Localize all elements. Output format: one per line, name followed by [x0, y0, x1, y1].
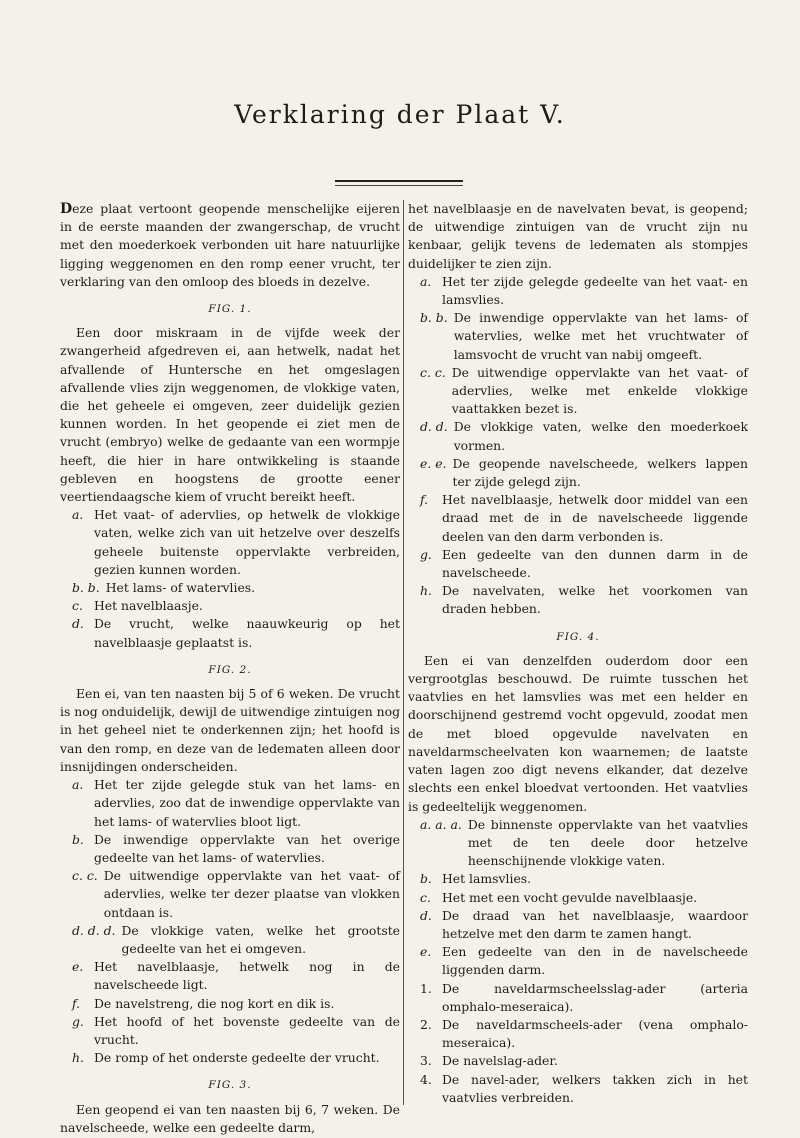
item-text: De binnenste oppervlakte van het vaatvlies met de ten deele door hetzelve heenschijnende vlokkige vaten.: [467, 816, 748, 869]
item-label: h.: [72, 1050, 84, 1066]
fig3-paragraph: Een geopend ei van ten naasten bij 6, 7 weken. De navelscheede, welke een gedeelte darm,: [60, 1101, 400, 1135]
right-column: [408, 200, 748, 1107]
item-label: f.: [420, 492, 429, 508]
item-label: 2.: [420, 1016, 432, 1032]
list-item: [408, 870, 748, 888]
list-item: [408, 491, 748, 546]
list-item: [60, 831, 400, 867]
item-text: Het met een vocht gevulde navelblaasje.: [442, 889, 698, 905]
item-text: Het navelblaasje.: [94, 598, 203, 614]
intro-text: eze plaat vertoont geopende menschelijke eijeren in de eerste maanden der zwangerschap, de vrucht met den moederkoek verbonden uit hare natuurlijke ligging weggenomen en den romp eener vrucht, ter verklaring van den omloop des bloeds in dezelve.: [60, 201, 400, 289]
list-item: [408, 455, 748, 491]
list-item: [408, 816, 748, 871]
continued-paragraph: het navelblaasje en de navelvaten bevat, is geopend; de uitwendige zintuigen van de vrucht zijn nu kenbaar, gelijk tevens de ledematen als stompjes duidelijker te zien zijn.: [408, 201, 748, 271]
list-item: [60, 579, 400, 597]
list-item: [408, 980, 748, 1016]
item-label: e.: [72, 959, 84, 975]
item-label: e.: [420, 944, 432, 960]
item-text: De romp of het onderste gedeelte der vrucht.: [94, 1050, 380, 1066]
item-label: c. c.: [72, 868, 98, 884]
list-item: [60, 615, 400, 651]
item-text: Het ter zijde gelegde gedeelte van het vaat- en lamsvlies.: [442, 273, 748, 308]
list-item: [408, 943, 748, 979]
fig4-heading: FIG. 4.: [556, 630, 600, 643]
item-text: Een gedeelte van den dunnen darm in de navelscheede.: [442, 546, 748, 581]
item-label: a. a. a.: [420, 816, 462, 832]
list-item: [60, 922, 400, 958]
item-label: g.: [420, 546, 432, 562]
fig4-item-list: [408, 816, 748, 1107]
item-text: Het ter zijde gelegde stuk van het lams- en adervlies, zoo dat de inwendige oppervlakte van het lams- of watervlies bloot ligt.: [94, 777, 400, 829]
list-item: [60, 506, 400, 579]
list-item: [408, 889, 748, 907]
item-text: De naveldarmscheelsslag-ader (arteria omphalo-meseraica).: [442, 980, 748, 1014]
fig1-paragraph: Een door miskraam in de vijfde week der zwangerheid afgedreven ei, aan hetwelk, nadat het afvallende of Huntersche en het omgeslagen afvallende vlies zijn weggenomen, de vlokkige vaten, die het geheele ei omgeven, zeer duidelijk gezien kunnen worden. In het geopende ei ziet men de vrucht (embryo) welke de gedaante van een wormpje heeft, die hier in hare ontwikkeling is staande gebleven en hoogstens de grootte eener veertiendaagsche kiem of vrucht bereikt heeft.: [60, 325, 400, 505]
item-label: b. b.: [72, 580, 100, 596]
intro-paragraph: [60, 200, 400, 291]
item-text: Het navelblaasje, hetwelk nog in de navelscheede ligt.: [94, 959, 400, 993]
item-label: c.: [72, 598, 83, 614]
fig4-paragraph: Een ei van denzelfden ouderdom door een vergrootglas beschouwd. De ruimte tusschen het vaatvlies en het lamsvlies was met een helder en doorschijnend gestremd vocht opgevuld, zoodat men de met bloed opgevulde navelvaten en naveldarmscheelvaten kon waarnemen; de laatste vaten lagen zoo digt nevens elkander, dat dezelve slechts een enkel bloedvat vertoonden. Het vaatvlies is gedeeltelijk weggenomen.: [408, 652, 748, 814]
item-text: Het hoofd of het bovenste gedeelte van de vrucht.: [94, 1013, 400, 1047]
list-item: [60, 1013, 400, 1049]
item-label: g.: [72, 1013, 84, 1029]
item-text: De uitwendige oppervlakte van het vaat- of adervlies, welke ter dezer plaatse van vlokken ontdaan is.: [103, 868, 400, 920]
fig2-heading: FIG. 2.: [208, 663, 252, 676]
left-column: [60, 200, 400, 1137]
item-text: De inwendige oppervlakte van het lams- of watervlies, welke met het vruchtwater of lamsvocht de vrucht van nabij omgeeft.: [453, 310, 748, 362]
item-label: a.: [72, 507, 84, 523]
item-label: b.: [420, 871, 432, 887]
item-text: De vlokkige vaten, welke het grootste gedeelte van het ei omgeven.: [121, 922, 400, 956]
list-item: [60, 597, 400, 615]
item-text: De naveldarmscheels-ader (vena omphalo-meseraica).: [442, 1016, 748, 1051]
item-label: d. d.: [420, 419, 448, 435]
item-text: De navel-ader, welkers takken zich in het vaatvlies verbreiden.: [442, 1071, 748, 1105]
list-item: [60, 776, 400, 831]
item-label: d.: [72, 616, 84, 632]
title-rule: [335, 180, 463, 186]
item-label: 1.: [420, 980, 432, 996]
column-divider: [403, 200, 404, 1105]
item-text: Het lamsvlies.: [442, 871, 532, 887]
item-text: Het navelblaasje, hetwelk door middel van een draad met de in de navelscheede liggende deelen van den darm verbonden is.: [442, 492, 748, 544]
item-label: a.: [420, 273, 432, 289]
list-item: [408, 1071, 748, 1107]
item-label: e. e.: [420, 455, 447, 471]
item-label: h.: [420, 583, 432, 599]
page-title: Verklaring der Plaat V.: [234, 100, 566, 129]
list-item: [60, 958, 400, 994]
fig2-item-list: [60, 776, 400, 1067]
item-label: b. b.: [420, 310, 448, 326]
fig3-item-list: [408, 273, 748, 619]
intro-initial: D: [60, 201, 73, 217]
item-label: 4.: [420, 1071, 432, 1087]
item-label: 3.: [420, 1053, 432, 1069]
item-text: Een gedeelte van den in de navelscheede liggenden darm.: [442, 944, 748, 978]
item-label: d. d. d.: [72, 922, 116, 938]
item-label: d.: [420, 907, 432, 923]
item-text: Het vaat- of adervlies, op hetwelk de vlokkige vaten, welke zich van uit hetzelve over deszelfs geheele buitenste oppervlakte verbreiden, gezien kunnen worden.: [94, 507, 400, 577]
item-text: De uitwendige oppervlakte van het vaat- of adervlies, welke met enkelde vlokkige vaattakken bezet is.: [451, 364, 748, 417]
item-label: f.: [72, 995, 81, 1011]
item-text: Het lams- of watervlies.: [105, 580, 256, 596]
fig1-item-list: [60, 506, 400, 652]
list-item: [408, 907, 748, 943]
list-item: [60, 867, 400, 922]
item-text: De navelvaten, welke het voorkomen van draden hebben.: [442, 583, 748, 617]
list-item: [408, 418, 748, 454]
item-text: De geopende navelscheede, welkers lappen ter zijde gelegd zijn.: [452, 455, 748, 490]
list-item: [408, 546, 748, 582]
fig2-paragraph: Een ei, van ten naasten bij 5 of 6 weken. De vrucht is nog onduidelijk, dewijl de uitwendige zintuigen nog in het geheel niet te onderkennen zijn; het hoofd is van den romp, en deze van de ledematen alleen door insnijdingen onderscheiden.: [60, 686, 400, 774]
list-item: [60, 995, 400, 1013]
list-item: [408, 309, 748, 364]
item-text: De vrucht, welke naauwkeurig op het navelblaasje geplaatst is.: [94, 616, 400, 650]
list-item: [408, 1016, 748, 1052]
item-label: b.: [72, 831, 84, 847]
list-item: [408, 1052, 748, 1070]
item-text: De inwendige oppervlakte van het overige gedeelte van het lams- of watervlies.: [94, 831, 400, 865]
item-label: a.: [72, 777, 84, 793]
list-item: [408, 364, 748, 419]
list-item: [60, 1049, 400, 1067]
fig1-heading: FIG. 1.: [208, 303, 252, 316]
fig3-heading: FIG. 3.: [208, 1079, 252, 1092]
item-text: De draad van het navelblaasje, waardoor hetzelve met den darm te zamen hangt.: [442, 907, 748, 941]
item-label: c.: [420, 889, 431, 905]
item-label: c. c.: [420, 364, 446, 380]
list-item: [408, 273, 748, 309]
item-text: De navelstreng, die nog kort en dik is.: [94, 995, 335, 1011]
item-text: De navelslag-ader.: [442, 1053, 558, 1069]
item-text: De vlokkige vaten, welke den moederkoek vormen.: [453, 419, 748, 453]
list-item: [408, 582, 748, 618]
